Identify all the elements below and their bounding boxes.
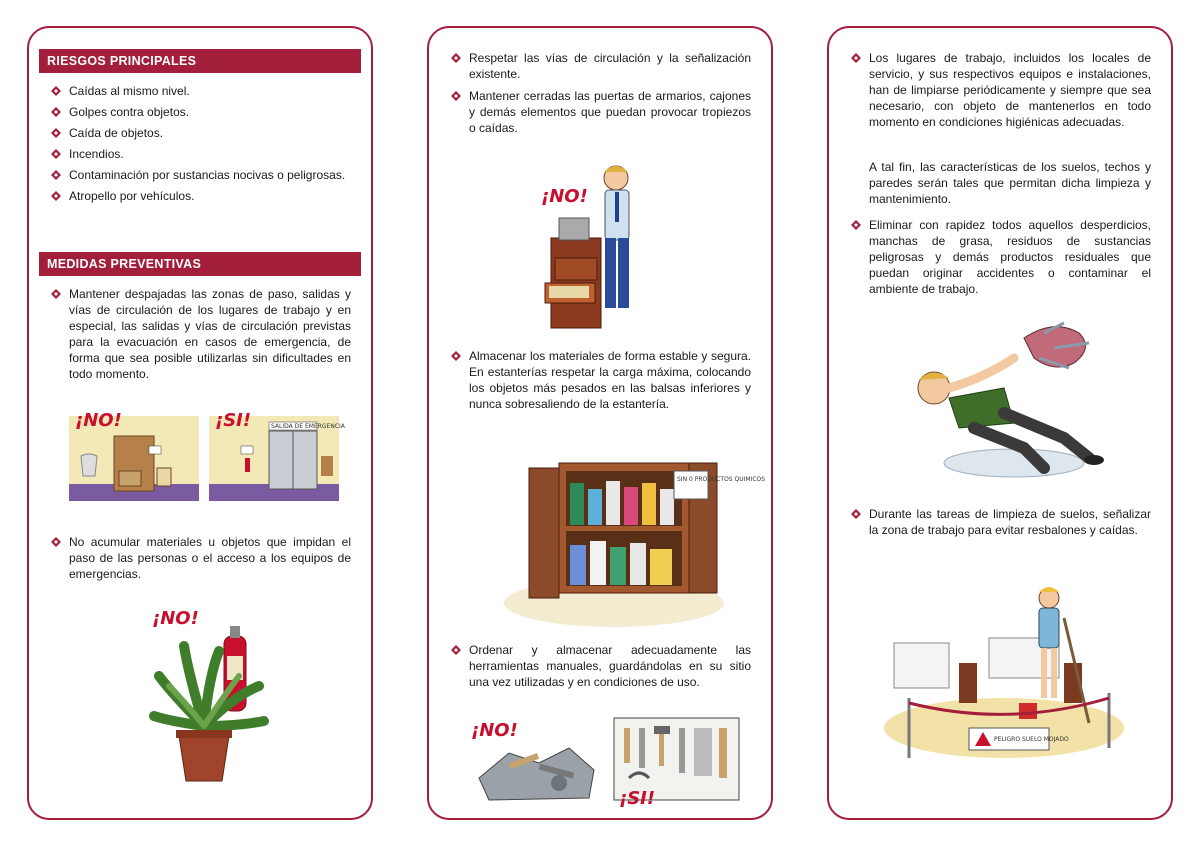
list-item [49, 104, 351, 120]
risk-text: Atropello por vehículos. [69, 189, 195, 203]
section-title-riesgos: RIESGOS PRINCIPALES [39, 49, 361, 73]
illustration-open-drawer [541, 158, 661, 338]
diamond-bullet-icon [850, 508, 862, 520]
illustration-tools [469, 708, 749, 808]
cleaning-text: Los lugares de trabajo, incluidos los locales de servicio, y sus respectivos equipos e instalaciones, han de limpiarse periódicamente y siempre que sea necesario, con objeto de mantenerlos en todo momento en condiciones higiénicas adecuadas. [869, 51, 1151, 129]
no-stamp: ¡NO! [75, 410, 122, 431]
diamond-bullet-icon [50, 288, 62, 300]
diamond-bullet-icon [450, 644, 462, 656]
diamond-bullet-icon [450, 90, 462, 102]
measure-text: Almacenar los materiales de forma estable y segura. En estanterías respetar la carga máxima, colocando los objetos más pesados en las balsas inferiores y nunca sobresaliendo de la estantería. [469, 349, 751, 411]
measure-text: Mantener despajadas las zonas de paso, salidas y vías de circulación de los lugares de trabajo y en especial, las salidas y vías de circulación previstas para la evacuación en casos de emergencia, de forma que sea posible utilizarlas sin dificultades en todo momento. [69, 287, 351, 381]
no-stamp: ¡NO! [471, 720, 518, 741]
measures-list-3 [449, 50, 751, 142]
list-item [49, 188, 351, 204]
si-stamp: ¡SI! [215, 410, 252, 431]
measure-text: Ordenar y almacenar adecuadamente las herramientas manuales, guardándolas en su sitio una vez utilizadas y en condiciones de uso. [469, 643, 751, 689]
no-stamp: ¡NO! [152, 608, 199, 629]
diamond-bullet-icon [850, 52, 862, 64]
cabinet-sign-text: SIN 0 PRODUCTOS QUIMICOS [677, 476, 766, 483]
diamond-bullet-icon [50, 106, 62, 118]
illustration-wet-floor [879, 578, 1129, 768]
list-item [849, 506, 1151, 538]
measure-text: No acumular materiales u objetos que impidan el paso de las personas o el acceso a los equipos de emergencias. [69, 535, 351, 581]
risk-text: Golpes contra objetos. [69, 105, 190, 119]
section-title-medidas: MEDIDAS PREVENTIVAS [39, 252, 361, 276]
illustration-slipping-man [904, 318, 1114, 483]
illustration-plant-extinguisher [144, 606, 274, 791]
risk-text: Incendios. [69, 147, 124, 161]
measures-list-2 [49, 534, 351, 588]
measures-list-1 [49, 286, 351, 388]
risk-text: Contaminación por sustancias nocivas o peligrosas. [69, 168, 346, 182]
measures-list-5 [449, 642, 751, 696]
si-stamp: ¡SI! [619, 788, 656, 809]
diamond-bullet-icon [50, 169, 62, 181]
risk-text: Caídas al mismo nivel. [69, 84, 190, 98]
cleaning-list-1 [849, 50, 1151, 136]
list-item [49, 146, 351, 162]
panel-medidas-2 [427, 26, 773, 820]
measure-text: Mantener cerradas las puertas de armarios, cajones y demás elementos que puedan provocar tropiezos o caídas. [469, 89, 751, 135]
cleaning-paragraph: A tal fin, las características de los suelos, techos y paredes serán tales que permitan dicha limpieza y mantenimiento. [869, 160, 1151, 206]
list-item [449, 642, 751, 690]
measure-text: Respetar las vías de circulación y la señalización existente. [469, 51, 751, 81]
wet-floor-sign-text: PELIGRO SUELO MOJADO [994, 736, 1069, 743]
diamond-bullet-icon [50, 127, 62, 139]
panel-riesgos [27, 26, 373, 820]
cleaning-text: Durante las tareas de limpieza de suelos, señalizar la zona de trabajo para evitar resbalones y caídas. [869, 507, 1151, 537]
risk-text: Caída de objetos. [69, 126, 164, 140]
list-item [849, 217, 1151, 297]
cleaning-text: Eliminar con rapidez todos aquellos desperdicios, manchas de grasa, residuos de sustancias peligrosas y demás productos residuales que puedan originar accidentes o contaminar el ambiente de trabajo. [869, 218, 1151, 296]
panel-limpieza [827, 26, 1173, 820]
list-item [49, 286, 351, 382]
list-item [449, 88, 751, 136]
list-item [449, 50, 751, 82]
risks-list [49, 83, 351, 209]
diamond-bullet-icon [450, 350, 462, 362]
list-item [49, 167, 351, 183]
diamond-bullet-icon [50, 190, 62, 202]
diamond-bullet-icon [50, 536, 62, 548]
diamond-bullet-icon [450, 52, 462, 64]
measures-list-4 [449, 348, 751, 418]
list-item [49, 125, 351, 141]
diamond-bullet-icon [50, 85, 62, 97]
illustration-exits [69, 406, 345, 506]
cleaning-list-3 [849, 506, 1151, 544]
no-stamp: ¡NO! [541, 186, 588, 207]
illustration-chemical-cabinet [504, 453, 766, 628]
list-item [849, 50, 1151, 130]
diamond-bullet-icon [50, 148, 62, 160]
exit-sign-text: SALIDA DE EMERGENCIA [271, 423, 345, 430]
cleaning-list-2 [849, 217, 1151, 303]
list-item [49, 83, 351, 99]
list-item [49, 534, 351, 582]
diamond-bullet-icon [850, 219, 862, 231]
list-item [449, 348, 751, 412]
